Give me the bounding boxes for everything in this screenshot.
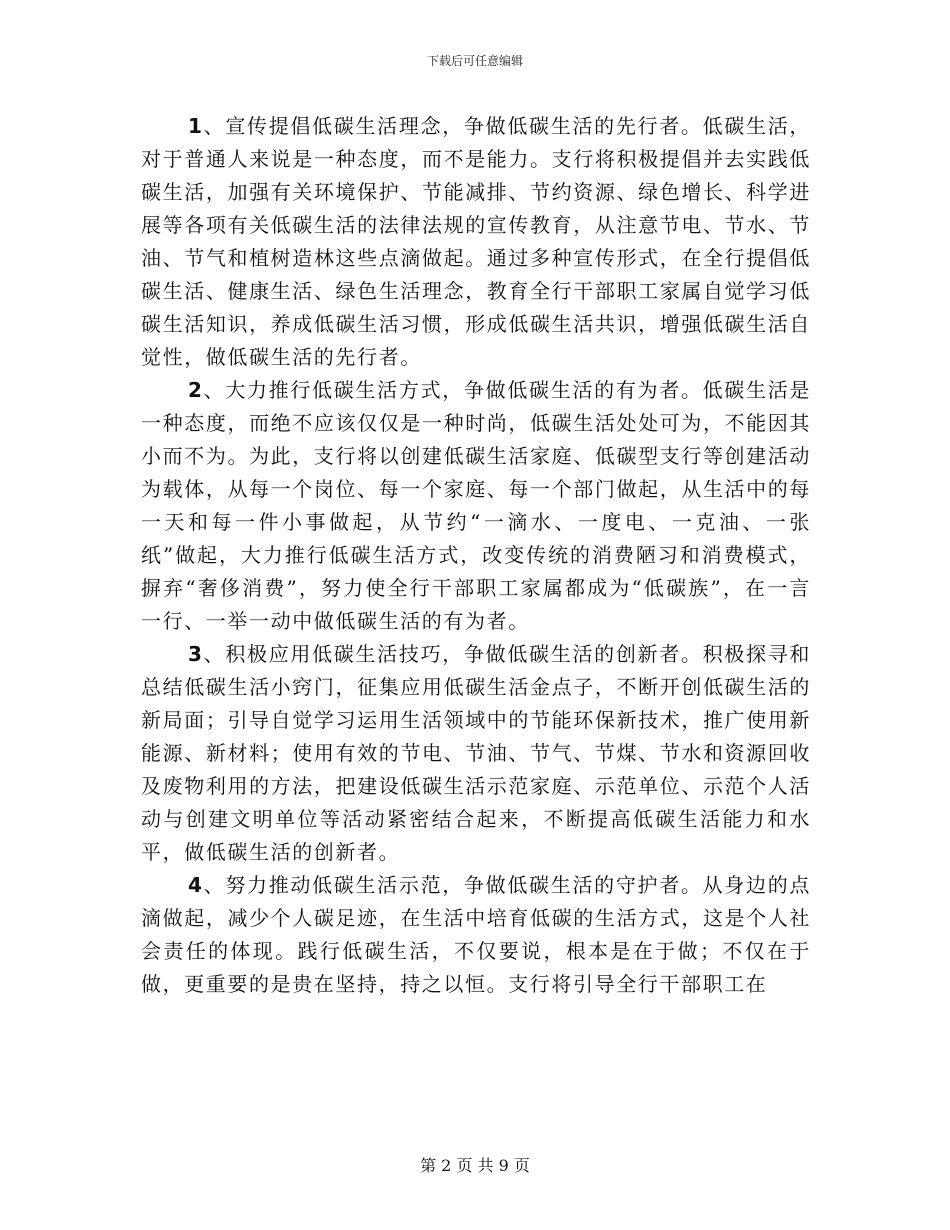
paragraph-number: 2: [188, 378, 204, 402]
paragraph-number: 3: [188, 642, 204, 666]
paragraph-3: [141, 638, 811, 869]
paragraph-2: [141, 374, 811, 638]
paragraph-4: [141, 869, 811, 1001]
paragraph-text: 、宣传提倡低碳生活理念，争做低碳生活的先行者。低碳生活，对于普通人来说是一种态度，而不是能力。支行将积极提倡并去实践低碳生活，加强有关环境保护、节能减排、节约资源、绿色增长、科学进展等各项有关低碳生活的法律法规的宣传教育，从注意节电、节水、节油、节气和植树造林这些点滴做起。通过多种宣传形式，在全行提倡低碳生活、健康生活、绿色生活理念，教育全行干部职工家属自觉学习低碳生活知识，养成低碳生活习惯，形成低碳生活共识，增强低碳生活自觉性，做低碳生活的先行者。: [141, 114, 811, 369]
page-footer: 第 2 页 共 9 页: [420, 1156, 530, 1175]
document-body: [141, 110, 811, 1001]
paragraph-text: 、积极应用低碳生活技巧，争做低碳生活的创新者。积极探寻和总结低碳生活小窍门，征集应用低碳生活金点子，不断开创低碳生活的新局面；引导自觉学习运用生活领域中的节能环保新技术，推广使用新能源、新材料；使用有效的节电、节油、节气、节煤、节水和资源回收及废物利用的方法，把建设低碳生活示范家庭、示范单位、示范个人活动与创建文明单位等活动紧密结合起来，不断提高低碳生活能力和水平，做低碳生活的创新者。: [141, 642, 811, 864]
paragraph-number: 4: [188, 873, 204, 897]
paragraph-text: 、努力推动低碳生活示范，争做低碳生活的守护者。从身边的点滴做起，减少个人碳足迹，在生活中培育低碳的生活方式，这是个人社会责任的体现。践行低碳生活，不仅要说，根本是在于做；不仅在于做，更重要的是贵在坚持，持之以恒。支行将引导全行干部职工在: [141, 873, 811, 996]
paragraph-1: [141, 110, 811, 374]
page-header: 下载后可任意编辑: [426, 54, 523, 68]
paragraph-text: 、大力推行低碳生活方式，争做低碳生活的有为者。低碳生活是一种态度，而绝不应该仅仅是一种时尚，低碳生活处处可为，不能因其小而不为。为此，支行将以创建低碳生活家庭、低碳型支行等创建活动为载体，从每一个岗位、每一个家庭、每一个部门做起，从生活中的每一天和每一件小事做起，从节约“一滴水、一度电、一克油、一张纸”做起，大力推行低碳生活方式，改变传统的消费陋习和消费模式，摒弃“奢侈消费”，努力使全行干部职工家属都成为“低碳族”，在一言一行、一举一动中做低碳生活的有为者。: [141, 378, 811, 633]
paragraph-number: 1: [188, 114, 204, 138]
